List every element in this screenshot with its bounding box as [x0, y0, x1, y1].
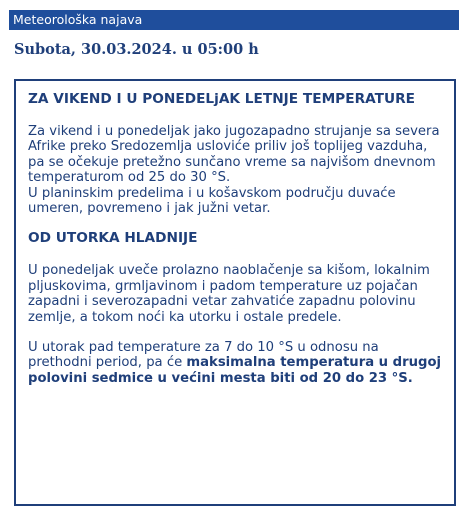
temperature-drop-text: U utorak pad temperature za 7 do 10 °S u odnosu na prethodni period, pa će [28, 340, 379, 371]
paragraph-wind-forecast: U planinskim predelima i u košavskom području duvaće umeren, povremeno i jak južni vetar. [28, 185, 396, 217]
forecast-date: Subota, 30.03.2024. u 05:00 h [14, 41, 259, 58]
section-title-tuesday: OD UTORKA HLADNIJE [28, 230, 198, 247]
forecast-panel [14, 79, 456, 506]
paragraph-weekend-forecast: Za vikend i u ponedeljak jako jugozapadno strujanje sa severa Afrike preko Sredozemlja usloviće priliv još toplijeg vazduha, pa se očekuje pretežno sunčano vreme sa najvišom dnevnom temperaturom od 25 do 30 °S. [28, 124, 440, 186]
max-temperature-highlight: maksimalna temperatura u drugoj polovini sedmice u većini mesta biti od 20 do 23 °S. [28, 355, 442, 386]
page-header [9, 10, 459, 30]
header-title: Meteorološka najava [13, 12, 143, 27]
paragraph-temperature-drop [28, 340, 442, 386]
section-title-weekend: ZA VIKEND I U PONEDELjAK LETNJE TEMPERATURE [28, 91, 415, 107]
paragraph-monday-evening: U ponedeljak uveče prolazno naoblačenje sa kišom, lokalnim pljuskovima, grmljavinom i padom temperature uz pojačan zapadni i severozapadni vetar zahvatiće zapadnu polovinu zemlje, a tokom noći ka utorku i ostale predele. [28, 263, 430, 325]
